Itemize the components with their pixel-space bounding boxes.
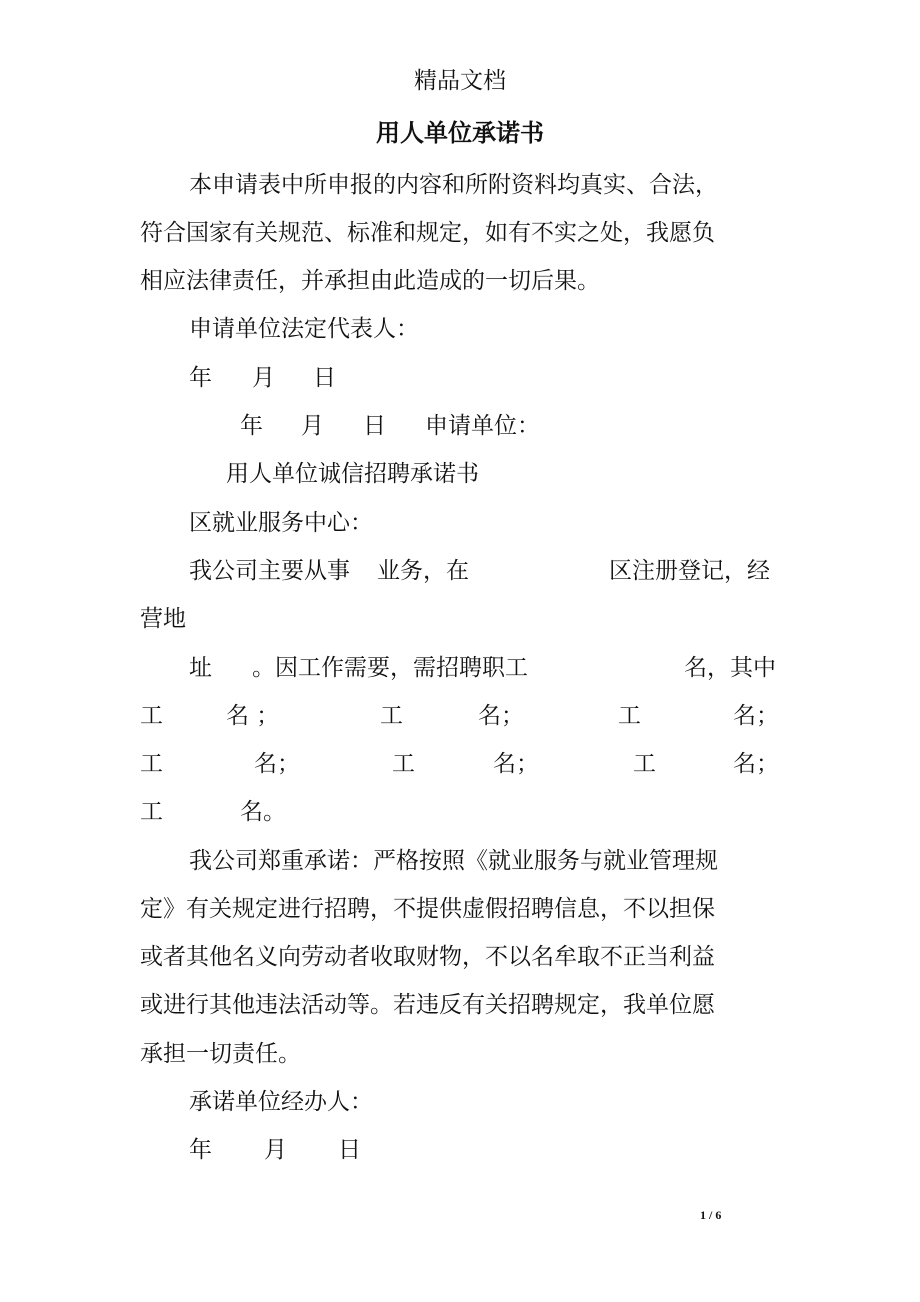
pledge-line-5: 承担一切责任。 [140,1041,301,1067]
date-day-1: 日 [313,365,336,391]
pledge-line-2: 定》有关规定进行招聘，不提供虚假招聘信息，不以担保 [140,896,715,922]
job-type-5: 工 [392,751,415,777]
commitment-line-2: 符合国家有关规范、标准和规定，如有不实之处，我愿负 [140,220,715,246]
job-type-1: 工 [140,703,163,729]
recruit-count-suffix: 名，其中 [684,655,776,681]
commitment-line-1: 本申请表中所申报的内容和所附资料均真实、合法， [189,172,718,198]
job-count-6: 名； [733,751,779,777]
job-count-3: 名； [733,703,779,729]
date-month-1: 月 [252,365,275,391]
legal-rep-label: 申请单位法定代表人： [189,316,419,342]
business-text-c: 区注册登记，经 [609,558,770,584]
job-count-5: 名； [493,751,539,777]
addressee: 区就业服务中心： [189,510,373,536]
commitment-line-3: 相应法律责任，并承担由此造成的一切后果。 [140,268,600,294]
date-year-3: 年 [189,1137,212,1163]
date-month-3: 月 [264,1137,287,1163]
agent-label: 承诺单位经办人： [189,1089,373,1115]
date-day-3: 日 [338,1137,361,1163]
business-text-d: 营地 [140,606,186,632]
letter-title: 用人单位诚信招聘承诺书 [226,461,479,487]
date-month-2: 月 [301,413,324,439]
pledge-line-4: 或进行其他违法活动等。若违反有关招聘规定，我单位愿 [140,992,715,1018]
job-type-7: 工 [140,799,163,825]
document-title: 用人单位承诺书 [376,118,544,147]
job-type-4: 工 [140,751,163,777]
date-year-1: 年 [189,365,212,391]
job-type-3: 工 [618,703,641,729]
job-count-1: 名 ； [226,703,280,729]
job-count-2: 名； [478,703,524,729]
business-text-b: 业务，在 [377,558,469,584]
date-year-2: 年 [240,413,263,439]
address-label: 址 [189,655,212,681]
business-text-a: 我公司主要从事 [189,558,350,584]
date-day-2: 日 [363,413,386,439]
job-type-2: 工 [380,703,403,729]
page-number: 1 / 6 [700,1208,722,1222]
job-type-6: 工 [633,751,656,777]
document-header: 精品文档 [414,68,506,94]
pledge-line-1: 我公司郑重承诺：严格按照《就业服务与就业管理规 [189,848,718,874]
applicant-label: 申请单位： [425,413,540,439]
job-count-7: 名。 [240,799,286,825]
job-count-4: 名； [254,751,300,777]
recruit-text: 。因工作需要，需招聘职工 [252,655,528,681]
pledge-line-3: 或者其他名义向劳动者收取财物，不以名牟取不正当利益 [140,944,715,970]
